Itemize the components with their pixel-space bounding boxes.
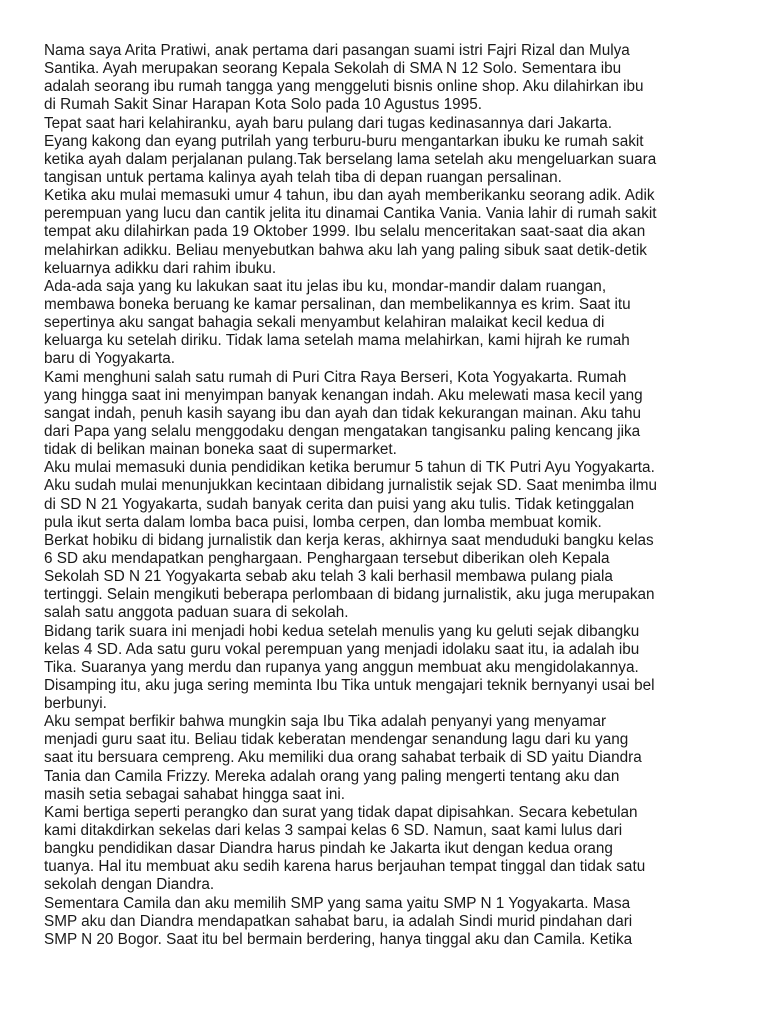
text-line: Ketika aku mulai memasuki umur 4 tahun, ibu dan ayah memberikanku seorang adik. Adik (44, 187, 655, 205)
text-line: ketika ayah dalam perjalanan pulang.Tak berselang lama setelah aku mengeluarkan suara (44, 150, 657, 168)
text-line: Tika. Suaranya yang merdu dan rupanya yang anggun membuat aku mengidolakannya. (44, 658, 639, 676)
text-line: Berkat hobiku di bidang jurnalistik dan kerja keras, akhirnya saat menduduki bangku kelas (44, 531, 654, 549)
text-line: bangku pendidikan dasar Diandra harus pindah ke Jakarta ikut dengan kedua orang (44, 840, 613, 858)
text-line: menjadi guru saat itu. Beliau tidak keberatan mendengar senandung lagu dari ku yang (44, 731, 629, 749)
text-line: Kami bertiga seperti perangko dan surat yang tidak dapat dipisahkan. Secara kebetulan (44, 803, 638, 821)
text-line: sepertinya aku sangat bahagia sekali menyambut kelahiran malaikat kecil kedua di (44, 314, 605, 332)
document-body-text (44, 42, 734, 949)
text-line: masih setia sebagai sahabat hingga saat ini. (44, 785, 346, 803)
text-line: melahirkan adikku. Beliau menyebutkan bahwa aku lah yang paling sibuk saat detik-detik (44, 241, 647, 259)
text-line: Kami menghuni salah satu rumah di Puri Citra Raya Berseri, Kota Yogyakarta. Rumah (44, 368, 627, 386)
text-line: berbunyi. (44, 695, 107, 713)
text-line: Bidang tarik suara ini menjadi hobi kedua setelah menulis yang ku geluti sejak dibangku (44, 622, 640, 640)
text-line: salah satu anggota paduan suara di sekolah. (44, 604, 349, 622)
text-line: Tania dan Camila Frizzy. Mereka adalah orang yang paling mengerti tentang aku dan (44, 767, 620, 785)
text-line: Sekolah SD N 21 Yogyakarta sebab aku telah 3 kali berhasil membawa pulang piala (44, 568, 613, 586)
text-line: kelas 4 SD. Ada satu guru vokal perempuan yang menjadi idolaku saat itu, ia adalah ibu (44, 640, 640, 658)
text-line: tuanya. Hal itu membuat aku sedih karena harus berjauhan tempat tinggal dan tidak satu (44, 858, 646, 876)
text-line: di SD N 21 Yogyakarta, sudah banyak cerita dan puisi yang aku tulis. Tidak ketinggalan (44, 495, 635, 513)
text-line: di Rumah Sakit Sinar Harapan Kota Solo pada 10 Agustus 1995. (44, 96, 482, 114)
text-line: Sementara Camila dan aku memilih SMP yang sama yaitu SMP N 1 Yogyakarta. Masa (44, 894, 631, 912)
text-line: tangisan untuk pertama kalinya ayah telah tiba di depan ruangan persalinan. (44, 168, 562, 186)
text-line: tempat aku dilahirkan pada 19 Oktober 1999. Ibu selalu menceritakan saat-saat dia akan (44, 223, 646, 241)
text-line: Aku sempat berfikir bahwa mungkin saja Ibu Tika adalah penyanyi yang menyamar (44, 713, 607, 731)
text-line: 6 SD aku mendapatkan penghargaan. Penghargaan tersebut diberikan oleh Kepala (44, 549, 610, 567)
text-line: tertinggi. Selain mengikuti beberapa perlombaan di bidang jurnalistik, aku juga merupakan (44, 586, 655, 604)
text-line: SMP N 20 Bogor. Saat itu bel bermain berdering, hanya tinggal aku dan Camila. Ketika (44, 930, 633, 948)
text-line: sangat indah, penuh kasih sayang ibu dan ayah dan tidak kekurangan mainan. Aku tahu (44, 404, 642, 422)
text-line: SMP aku dan Diandra mendapatkan sahabat baru, ia adalah Sindi murid pindahan dari (44, 912, 633, 930)
text-line: saat itu bersuara cempreng. Aku memiliki dua orang sahabat terbaik di SD yaitu Diandra (44, 749, 642, 767)
text-line: tidak di belikan mainan boneka saat di supermarket. (44, 441, 397, 459)
text-line: dari Papa yang selalu menggodaku dengan mengatakan tangisanku paling kencang jika (44, 422, 641, 440)
text-line: membawa boneka beruang ke kamar persalinan, dan membelikannya es krim. Saat itu (44, 295, 631, 313)
text-line: keluarga ku setelah diriku. Tidak lama setelah mama melahirkan, kami hijrah ke rumah (44, 332, 630, 350)
text-line: Eyang kakong dan eyang putrilah yang terburu-buru mengantarkan ibuku ke rumah sakit (44, 132, 644, 150)
text-line: Santika. Ayah merupakan seorang Kepala Sekolah di SMA N 12 Solo. Sementara ibu (44, 60, 622, 78)
text-line: perempuan yang lucu dan cantik jelita itu dinamai Cantika Vania. Vania lahir di rumah sakit (44, 205, 657, 223)
text-line: pula ikut serta dalam lomba baca puisi, lomba cerpen, dan lomba membuat komik. (44, 513, 602, 531)
text-line: keluarnya adikku dari rahim ibuku. (44, 259, 277, 277)
text-line: Tepat saat hari kelahiranku, ayah baru pulang dari tugas kedinasannya dari Jakarta. (44, 114, 613, 132)
text-line: kami ditakdirkan sekelas dari kelas 3 sampai kelas 6 SD. Namun, saat kami lulus dari (44, 822, 623, 840)
text-line: Ada-ada saja yang ku lakukan saat itu jelas ibu ku, mondar-mandir dalam ruangan, (44, 277, 607, 295)
text-line: baru di Yogyakarta. (44, 350, 175, 368)
text-line: Nama saya Arita Pratiwi, anak pertama dari pasangan suami istri Fajri Rizal dan Mulya (44, 42, 630, 59)
text-line: Aku mulai memasuki dunia pendidikan ketika berumur 5 tahun di TK Putri Ayu Yogyakarta. (44, 459, 655, 477)
text-line: Disamping itu, aku juga sering meminta Ibu Tika untuk mengajari teknik bernyanyi usai bel (44, 676, 655, 694)
text-line: Aku sudah mulai menunjukkan kecintaan dibidang jurnalistik sejak SD. Saat menimba ilmu (44, 477, 658, 495)
text-line: sekolah dengan Diandra. (44, 876, 215, 894)
text-line: adalah seorang ibu rumah tangga yang menggeluti bisnis online shop. Aku dilahirkan ibu (44, 78, 644, 96)
text-line: yang hingga saat ini menyimpan banyak kenangan indah. Aku melewati masa kecil yang (44, 386, 643, 404)
